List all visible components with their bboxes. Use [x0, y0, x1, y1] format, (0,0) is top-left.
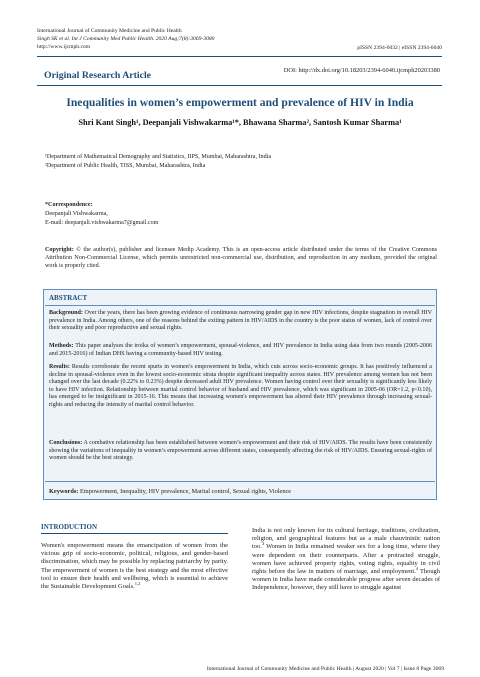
abstract-divider [45, 305, 435, 306]
citation-ref: 4 [415, 565, 419, 571]
results-text: Results corroborate the recent spurts in women’s empowerment in India, which cuts across socio-economic groups. It has positively influenced a decline in spousal-violence even in the lowest socio-economic strata despite significant inequality across states. HIV prevalence among women has not been changed over the last decade (0.22% to 0.23%) despite decreased adult HIV prevalence. Women having control over their sexuality is significantly less likely to have HIV infection. Relationship between marital control behavior of husband and HIV prevalence, which was significant in 2005-06 (OR=1.2, p<0.10), has emerged to be insignificant in 2015-16. This means that increasing women's empowerment has altered their HIV prevalence through increasing sexual-rights and reducing the intensity of marital control behavior. [49, 364, 432, 408]
keywords-divider [45, 481, 435, 482]
copyright-text: © the author(s), publisher and licensee Medip Academy. This is an open-access article distributed under the terms of the Creative Commons Attribution Non-Commercial License, which permits unrestricted non-commercial use, distribution, and reproduction in any medium, provided the original work is properly cited. [45, 247, 437, 269]
citation-ref: 1,2 [134, 580, 141, 586]
category-divider [37, 85, 442, 86]
intro-right-text-c: Though women in India have made considerable progress after seven decades of Independence, however, they still have to struggle against [252, 568, 440, 592]
abstract-heading: ABSTRACT [49, 294, 88, 302]
copyright-notice [45, 246, 437, 270]
page-footer: International Journal of Community Medicine and Public Health | August 2020 | Vol 7 | Issue 8 Page 3069 [206, 666, 444, 672]
intro-right-text-a: India is not only known for its cultural heritage, traditions, civilization, religion, and geographical features but as a male chauvinistic nation too. [252, 527, 440, 551]
citation-line: Singh SK et al. Int J Community Med Public Health. 2020 Aug;7(8):3069-3080 [37, 36, 215, 42]
abstract-methods [49, 343, 432, 358]
copyright-label: Copyright: [45, 247, 74, 253]
background-text: Over the years, there has been growing evidence of continuous narrowing gender gap in new HIV infections, despite stagnation in overall HIV prevalence in India. Among others, one of the reasons behind the exiting pattern in HIV/AIDS in the country is the poor status of women, lack of control over their sexuality and poor reproductive and sexual rights. [49, 310, 432, 332]
journal-website[interactable]: http://www.ijcmph.com [37, 44, 91, 50]
methods-text: This paper analyses the troika of women’s empowerment, spousal-violence, and HIV prevalence in India using data from two rounds (2005-2006 and 2015-2016) of Indian DHS having a community-based HIV testing. [49, 343, 432, 357]
abstract-conclusions [49, 440, 432, 463]
correspondence-label: *Correspondence: [45, 202, 93, 208]
keywords-label: Keywords: [49, 488, 79, 495]
authors: Shri Kant Singh¹, Deepanjali Vishwakarma¹*, Bhawana Sharma², Santosh Kumar Sharma¹ [78, 118, 402, 127]
introduction-right-column [252, 527, 440, 593]
results-label: Results: [49, 364, 70, 370]
intro-left-text: Women's empowerment means the emancipation of women from the vicious grip of socio-economic, political, religious, and gender-based discrimination, which may be possible by replacing patriarchy by parity. The empowerment of women is the best strategy and the most effective tool to ensure their health and wellbeing, which is essential to achieve the Sustainable Development Goals. [41, 542, 228, 591]
conclusions-text: A combative relationship has been established between women’s empowerment and their risk of HIV/AIDS. The results have been consistently showing the variations of inequality in women’s empowerment across different states, consequently affecting the risk of HIV/AIDS. Ensuring sexual-rights of women should be the best strategy. [49, 440, 432, 462]
introduction-left-column [41, 542, 228, 591]
methods-label: Methods: [49, 343, 74, 349]
issn: pISSN 2394-6032 | eISSN 2394-6040 [357, 45, 442, 51]
doi[interactable]: DOI: http://dx.doi.org/10.18203/2394-6040.ijcmph20203380 [283, 67, 440, 74]
background-label: Background: [49, 310, 83, 316]
intro-right-text-b: Women in India remained weaker sex for a long time, where they were dependent on their counterparts. After a protracted struggle, women have achieved property rights, voting rights, equality in civil rights before the law in matters of marriage, and employment. [252, 543, 440, 576]
article-title: Inequalities in women’s empowerment and prevalence of HIV in India [66, 96, 414, 109]
abstract-background [49, 310, 432, 333]
keywords [49, 488, 432, 495]
introduction-heading: INTRODUCTION [41, 523, 98, 531]
citation-ref: 3 [261, 541, 265, 547]
journal-name: International Journal of Community Medicine and Public Health [37, 28, 182, 34]
introduction-divider [41, 533, 228, 534]
correspondence-name: Deepanjali Vishwakarma, [45, 211, 108, 217]
conclusions-label: Conclusions: [49, 440, 83, 446]
article-category: Original Research Article [44, 70, 152, 81]
abstract-results [49, 364, 432, 410]
correspondence-email[interactable]: E-mail: deepanjali.vishwakarma7@gmail.com [45, 220, 159, 226]
affiliation: ¹Department of Mathematical Demography and Statistics, IIPS, Mumbai, Maharashtra, India [45, 154, 272, 160]
affiliation: ²Department of Public Health, TISS, Mumbai, Maharashtra, India [45, 163, 206, 169]
keywords-text: Empowerment, Inequality, HIV prevalence, Marital control, Sexual rights, Violence [78, 488, 292, 495]
header-divider [37, 56, 442, 57]
